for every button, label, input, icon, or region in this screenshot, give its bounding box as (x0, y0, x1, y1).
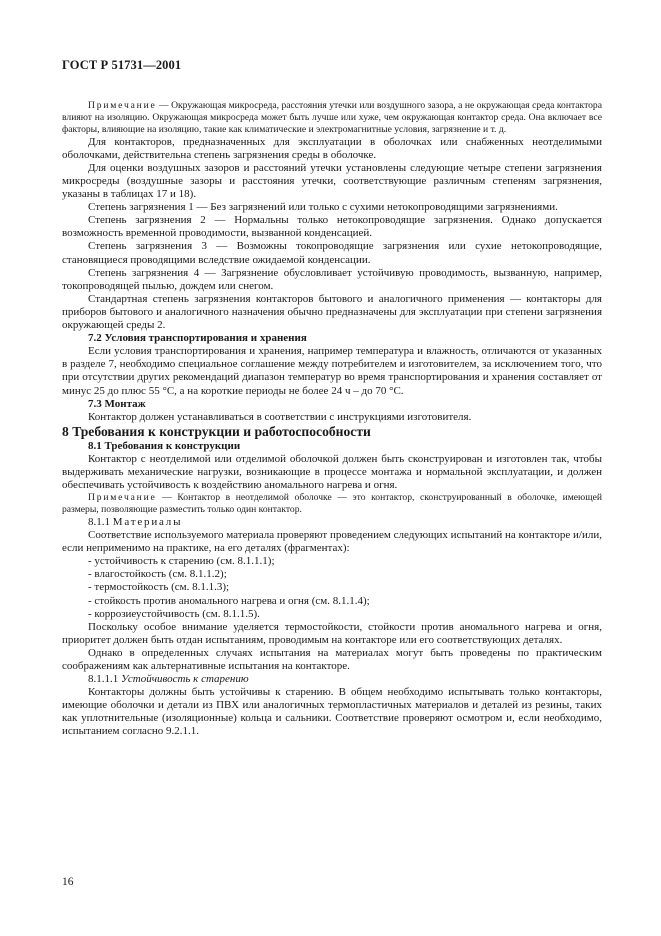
list-item: - коррозиеустойчивость (см. 8.1.1.5). (88, 607, 260, 620)
clause-heading-8-1-1-1 (62, 673, 602, 686)
subsection-heading-7-2: 7.2 Условия транспортирования и хранения (88, 332, 307, 345)
clause-title: Устойчивость к старению (121, 673, 249, 686)
paragraph: Степень загрязнения 3 — Возможны токопроводящие загрязнения или сухие нетокопроводящие, становящиеся проводящими вследствие ожидаемой конденсации. (62, 240, 602, 266)
note-2 (62, 492, 602, 516)
paragraph: Соответствие используемого материала проверяют проведением следующих испытаний на контакторе и/или, если неприменимо на практике, на его деталях (фрагментах): (62, 529, 602, 555)
paragraph: Стандартная степень загрязнения контакторов бытового и аналогичного применения — контакторы для приборов бытового и аналогичного назначения обычно предназначены для эксплуатации при степени загрязнения окружающей среды 2. (62, 292, 602, 332)
list-item: - стойкость против аномального нагрева и огня (см. 8.1.1.4); (88, 594, 370, 607)
subsection-heading-8-1: 8.1 Требования к конструкции (88, 439, 241, 452)
document-body (62, 100, 602, 739)
note-label: Примечание (88, 492, 157, 504)
paragraph: Контактор с неотделимой или отделимой оболочкой должен быть сконструирован и изготовлен так, чтобы выдерживать механические нагрузки, возникающие в процессе монтажа и нормальной эксплуатации, и должен обеспечивать устойчивость к воздействию аномального нагрева и огня. (62, 452, 602, 492)
subsection-heading-7-3: 7.3 Монтаж (88, 397, 146, 410)
clause-number: 8.1.1.1 (88, 673, 119, 686)
section-heading-8: 8 Требования к конструкции и работоспособности (62, 423, 371, 439)
paragraph: Контакторы должны быть устойчивы к старению. В общем необходимо испытывать только контакторы, имеющие оболочки и детали из ПВХ или аналогичных термопластичных материалов и деталей из резины, таких как уплотнительные (изоляционные) кольца и сальники. Соответствие проверяют осмотром и, если необходимо, испытанием согласно 9.2.1.1. (62, 686, 602, 738)
clause-number: 8.1.1 (88, 515, 110, 528)
note-text: — Окружающая микросреда, расстояния утечки или воздушного зазора, а не окружающая среда контактора влияют на изоляцию. Окружающая микросреда может быть лучше или хуже, чем окружающая контактор среда. Она включает все факторы, влияющие на изоляцию, такие как климатические и электромагнитные условия, загрязнение и т. д. (62, 100, 602, 135)
paragraph: Если условия транспортирования и хранения, например температура и влажность, отличаются от указанных в разделе 7, необходимо специальное соглашение между потребителем и изготовителем, за исключением того, что при отсутствии других рекомендаций диапазон температур во время транспортирования и хранения составляет от минус 25 до плюс 55 °С, а на короткие периоды не более 24 ч – до 70 °С. (62, 345, 602, 397)
note-text: — Контактор в неотделимой оболочке — это контактор, сконструированный в оболочке, имеющей размеры, позволяющие разместить только один контактор. (62, 492, 602, 516)
paragraph: Степень загрязнения 1 — Без загрязнений или только с сухими нетокопроводящими загрязнениями. (88, 201, 558, 214)
clause-title: Материалы (112, 515, 183, 528)
paragraph: Степень загрязнения 4 — Загрязнение обусловливает устойчивую проводимость, вызванную, например, токопроводящей пылью, дождем или снегом. (62, 266, 602, 292)
paragraph: Поскольку особое внимание уделяется термостойкости, стойкости против аномального нагрева и огня, приоритет должен быть отдан испытаниям, проводимым на контакторе или его соответствующих деталях. (62, 620, 602, 646)
paragraph: Контактор должен устанавливаться в соответствии с инструкциями изготовителя. (88, 410, 472, 423)
paragraph: Для оценки воздушных зазоров и расстояний утечки установлены следующие четыре степени загрязнения микросреды (воздушные зазоры и расстояния утечки, соответствующие различным степеням загрязнения, указаны в таблицах 17 и 18). (62, 161, 602, 201)
note-label: Примечание (88, 100, 157, 111)
paragraph: Степень загрязнения 2 — Нормальны только нетокопроводящие загрязнения. Однако допускается возможность временной проводимости, вызванной конденсацией. (62, 214, 602, 240)
paragraph: Однако в определенных случаях испытания на материалах могут быть проведены по практическим соображениям как альтернативные испытания на контакторе. (62, 646, 602, 672)
list-item: - термостойкость (см. 8.1.1.3); (88, 581, 230, 594)
page-number: 16 (62, 876, 74, 888)
clause-heading-8-1-1 (62, 516, 602, 529)
note-1 (62, 100, 602, 136)
list-item: - влагостойкость (см. 8.1.1.2); (88, 568, 227, 581)
document-header: ГОСТ Р 51731—2001 (62, 58, 182, 72)
list-item: - устойчивость к старению (см. 8.1.1.1); (88, 555, 275, 568)
paragraph: Для контакторов, предназначенных для эксплуатации в оболочках или снабженных неотделимыми оболочками, действительна степень загрязнения среды в оболочке. (62, 135, 602, 161)
